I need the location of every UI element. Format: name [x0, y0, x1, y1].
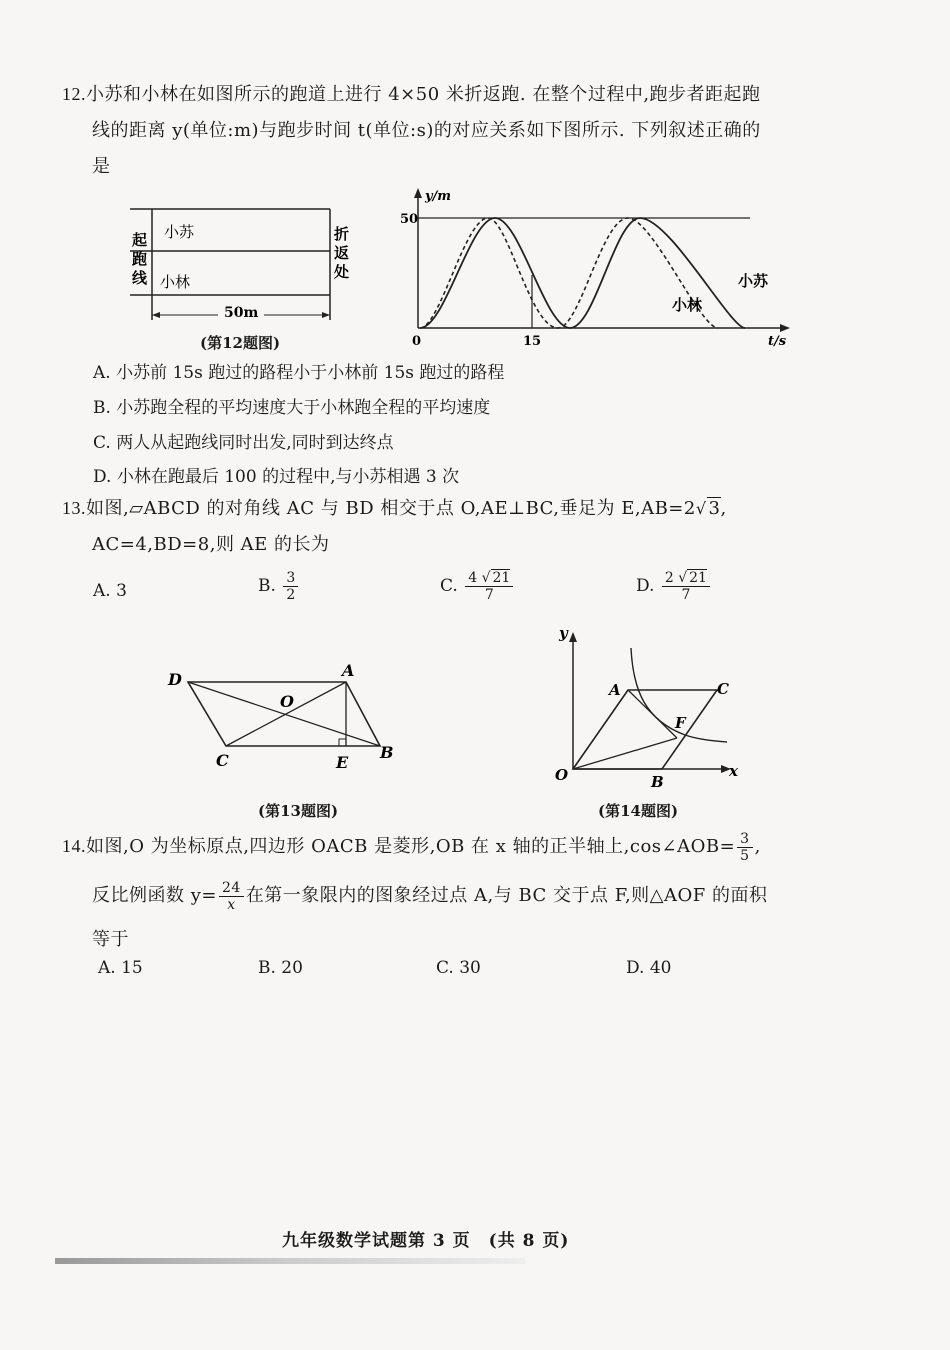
track-start-char-1: 起 — [132, 231, 148, 249]
track-start-char-2: 跑 — [132, 250, 148, 268]
track-lane-top-label: 小苏 — [164, 223, 195, 241]
q14-axis-y-label: y — [559, 624, 568, 642]
track-distance-label: 50m — [224, 305, 259, 321]
q13-option-b-num: 3 — [283, 570, 298, 587]
q14-option-d[interactable]: D. 40 — [626, 958, 672, 978]
q14-fn-den: x — [227, 896, 236, 913]
q13-label-e: E — [336, 753, 349, 772]
q14-rhombus-figure — [545, 620, 755, 790]
scan-edge-shadow — [55, 1258, 525, 1264]
q13-option-c-coef: 4 — [468, 570, 478, 586]
q13-figure-caption: (第13题图) — [258, 802, 339, 820]
q12-track-figure — [120, 195, 370, 330]
graph-x-tick-15: 15 — [523, 334, 542, 349]
q14-option-b[interactable]: B. 20 — [258, 958, 303, 978]
q13-sqrt-3: 3 — [708, 498, 721, 519]
q12-option-a[interactable]: A. 小苏前 15s 跑过的路程小于小林前 15s 跑过的路程 — [93, 363, 505, 383]
q12-number: 12. — [62, 84, 86, 104]
q14-line2-a: 反比例函数 y= — [92, 885, 217, 906]
graph-y-tick-50: 50 — [400, 212, 419, 227]
q14-line2-block — [92, 878, 912, 914]
q13-text: 13.如图,▱ABCD 的对角线 AC 与 BD 相交于点 O,AE⊥BC,垂足为 E,AB=2√ 3, AC=4,BD=8,则 AE 的长为 — [62, 490, 902, 563]
q14-line1-end: , — [754, 836, 761, 857]
q13-line1: 如图,▱ABCD 的对角线 AC 与 BD 相交于点 O,AE⊥BC,垂足为 E,AB=2 — [86, 498, 696, 519]
q14-line3: 等于 — [92, 929, 129, 950]
q13-label-o: O — [280, 692, 294, 711]
q12-option-d[interactable]: D. 小林在跑最后 100 的过程中,与小苏相遇 3 次 — [93, 467, 460, 487]
q14-line1-block — [62, 828, 912, 865]
q13-option-c-rad: 21 — [492, 570, 511, 586]
q12-option-b[interactable]: B. 小苏跑全程的平均速度大于小林跑全程的平均速度 — [93, 398, 491, 418]
q14-option-c[interactable]: C. 30 — [436, 958, 481, 978]
q14-option-a[interactable]: A. 15 — [98, 958, 143, 978]
q13-line1-end: , — [720, 498, 727, 519]
q12-line2: 线的距离 y(单位:m)与跑步时间 t(单位:s)的对应关系如下图所示. 下列叙述正确的 — [92, 120, 761, 141]
q13-option-b-prefix: B. — [258, 576, 276, 596]
q14-axis-x-label: x — [729, 762, 738, 780]
q14-line1: 如图,O 为坐标原点,四边形 OACB 是菱形,OB 在 x 轴的正半轴上,cos∠AOB= — [86, 836, 736, 857]
track-turn-char-1: 折 — [334, 225, 350, 243]
track-turn-char-3: 处 — [334, 263, 350, 281]
q13-option-d[interactable]: D. $\frac{2 √ 21}{7}$ — [636, 570, 712, 603]
q13-option-b[interactable] — [258, 570, 300, 603]
q14-fn-num: 24 — [219, 880, 244, 897]
q13-option-a[interactable]: A. 3 — [93, 581, 127, 601]
q13-line2: AC=4,BD=8,则 AE 的长为 — [92, 534, 330, 555]
q14-label-f: F — [675, 714, 686, 732]
q13-option-d-rad: 21 — [689, 570, 707, 586]
q14-label-a: A — [609, 681, 621, 699]
q13-parallelogram-figure — [160, 660, 400, 775]
q13-option-c[interactable]: C. $\frac{4 √ 21}{7}$ — [440, 570, 515, 603]
q13-option-d-coef: 2 — [664, 570, 674, 586]
q13-option-c-den: 7 — [484, 587, 494, 603]
q14-label-b: B — [651, 773, 664, 790]
track-turn-char-2: 返 — [334, 244, 350, 262]
q14-figure-caption: (第14题图) — [598, 802, 679, 820]
q13-option-d-prefix: D. — [636, 576, 655, 596]
q13-label-b: B — [380, 743, 394, 762]
q12-text — [62, 76, 882, 185]
q14-line2-b: 在第一象限内的图象经过点 A,与 BC 交于点 F,则△AOF 的面积 — [245, 885, 768, 906]
q13-label-a: A — [342, 661, 355, 680]
q12-option-c[interactable]: C. 两人从起跑线同时出发,同时到达终点 — [93, 433, 394, 453]
page-footer: 九年级数学试题第 3 页 (共 8 页) — [282, 1231, 570, 1251]
q14-number: 14. — [62, 836, 86, 856]
q12-track-caption: (第12题图) — [200, 334, 281, 352]
q13-option-b-den: 2 — [286, 587, 296, 603]
track-start-char-3: 线 — [132, 269, 148, 287]
q13-option-d-den: 7 — [681, 587, 691, 603]
graph-origin-label: 0 — [412, 334, 422, 349]
q14-label-c: C — [717, 680, 729, 698]
q12-line1: 小苏和小林在如图所示的跑道上进行 4×50 米折返跑. 在整个过程中,跑步者距起跑 — [86, 84, 761, 105]
q12-distance-time-graph — [390, 185, 800, 350]
q14-cos-den: 5 — [740, 847, 750, 864]
track-lane-bottom-label: 小林 — [160, 273, 191, 291]
q14-cos-num: 3 — [737, 831, 752, 848]
q13-number: 13. — [62, 498, 86, 518]
q14-label-o: O — [555, 766, 569, 784]
q13-label-c: C — [216, 751, 229, 770]
graph-label-xiaosu: 小苏 — [738, 272, 769, 290]
graph-y-axis-label: y/m — [425, 189, 452, 204]
q13-option-c-prefix: C. — [440, 576, 458, 596]
graph-label-xiaolin: 小林 — [672, 296, 703, 314]
graph-x-axis-label: t/s — [768, 334, 787, 349]
q12-line3: 是 — [92, 156, 111, 177]
q13-label-d: D — [168, 670, 182, 689]
